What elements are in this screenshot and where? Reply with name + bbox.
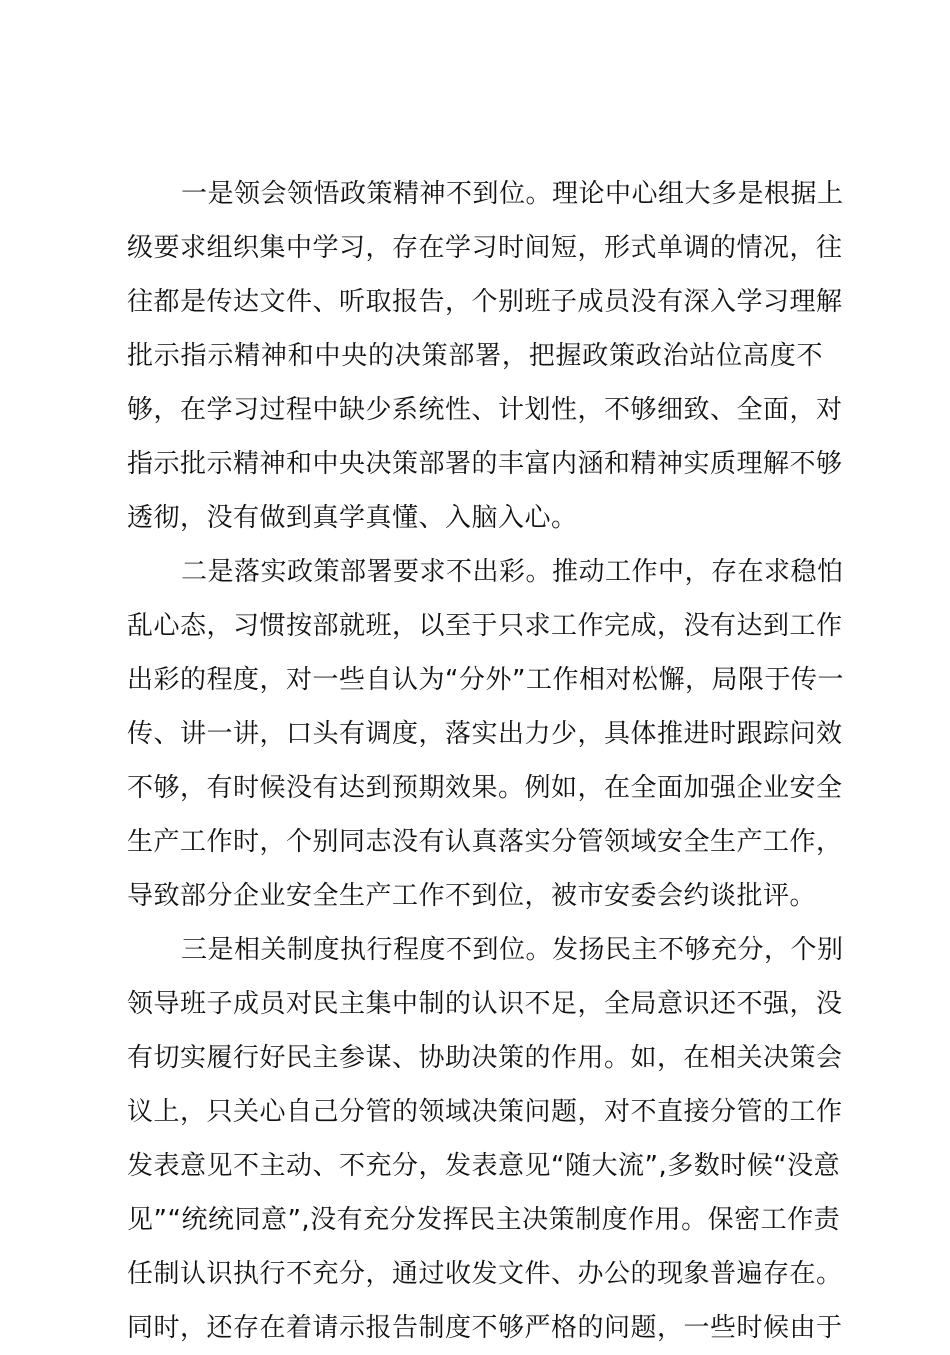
paragraph-line: 乱心态，习惯按部就班，以至于只求工作完成，没有达到工作 <box>127 611 843 641</box>
paragraph-line: 不够，有时候没有达到预期效果。例如，在全面加强企业安全 <box>127 773 843 803</box>
paragraph-line: 批示指示精神和中央的决策部署，把握政策政治站位高度不 <box>127 341 823 371</box>
paragraph-line: 生产工作时，个别同志没有认真落实分管领域安全生产工作， <box>127 827 843 857</box>
paragraph-line: 级要求组织集中学习，存在学习时间短，形式单调的情况，往 <box>127 233 843 263</box>
paragraph-line: 发表意见不主动、不充分，发表意见“随大流”,多数时候“没意 <box>127 1151 841 1181</box>
paragraph-line: 见”“统统同意”,没有充分发挥民主决策制度作用。保密工作责 <box>127 1205 841 1235</box>
paragraph-line: 同时，还存在着请示报告制度不够严格的问题，一些时候由于 <box>127 1313 843 1343</box>
paragraph-line: 任制认识执行不充分，通过收发文件、办公的现象普遍存在。 <box>127 1259 843 1289</box>
paragraph-line: 二是落实政策部署要求不出彩。推动工作中，存在求稳怕 <box>181 557 844 587</box>
paragraph-line: 指示批示精神和中央决策部署的丰富内涵和精神实质理解不够 <box>127 449 843 479</box>
paragraph <box>127 167 844 545</box>
paragraph-line: 三是相关制度执行程度不到位。发扬民主不够充分，个别 <box>181 935 844 965</box>
document-body <box>127 167 844 1355</box>
paragraph-line: 传、讲一讲，口头有调度，落实出力少，具体推进时跟踪问效 <box>127 719 843 749</box>
paragraph <box>127 545 844 923</box>
paragraph-line: 领导班子成员对民主集中制的认识不足，全局意识还不强，没 <box>127 989 843 1019</box>
paragraph-line: 有切实履行好民主参谋、协助决策的作用。如，在相关决策会 <box>127 1043 843 1073</box>
paragraph <box>127 923 844 1355</box>
paragraph-line: 导致部分企业安全生产工作不到位，被市安委会约谈批评。 <box>127 881 817 911</box>
paragraph-line: 一是领会领悟政策精神不到位。理论中心组大多是根据上 <box>181 179 844 209</box>
paragraph-line: 议上，只关心自己分管的领域决策问题，对不直接分管的工作 <box>127 1097 843 1127</box>
paragraph-line: 往都是传达文件、听取报告，个别班子成员没有深入学习理解 <box>127 287 843 317</box>
paragraph-line: 够，在学习过程中缺少系统性、计划性，不够细致、全面，对 <box>127 395 843 425</box>
paragraph-line: 出彩的程度，对一些自认为“分外”工作相对松懈，局限于传一 <box>127 665 844 695</box>
paragraph-line: 透彻，没有做到真学真懂、入脑入心。 <box>127 503 578 533</box>
